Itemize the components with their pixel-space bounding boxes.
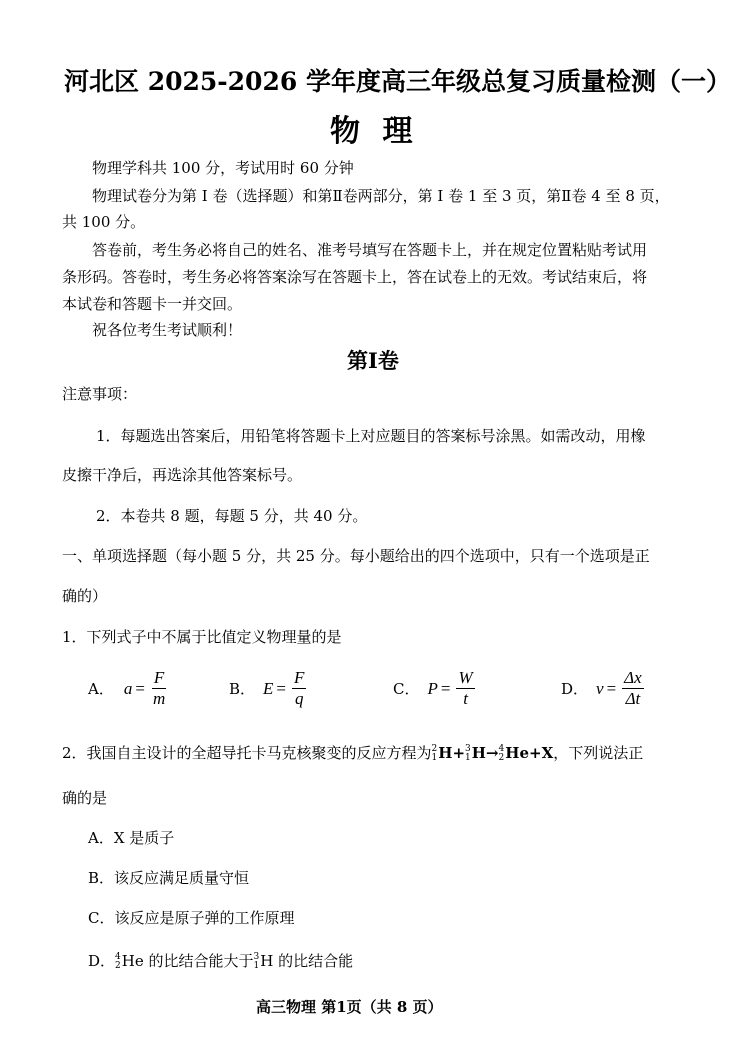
intro-line-2: 物理试卷分为第 Ⅰ 卷（选择题）和第Ⅱ卷两部分，第 Ⅰ 卷 1 至 3 页，第Ⅱ卷 4 至 8 页，	[92, 187, 670, 205]
question-2-stem-cont: 确的是	[62, 789, 108, 807]
intro-line-6: 本试卷和答题卡一并交回。	[62, 295, 243, 313]
option-lhs: E	[263, 678, 274, 698]
option-numerator: F	[153, 668, 165, 687]
question-1-stem: 1．下列式子中不属于比值定义物理量的是	[62, 628, 342, 646]
option-label: C．	[393, 680, 420, 698]
q1-option-b[interactable]: B． E = $\frac{F}{q}$	[229, 668, 305, 708]
q1-option-c[interactable]: C． P = $\frac{W}{t}$	[393, 668, 473, 708]
subject-title: 物 理	[330, 114, 419, 149]
part-heading-b: 确的）	[62, 587, 108, 605]
intro-line-1: 物理学科共 100 分，考试用时 60 分钟	[92, 159, 354, 177]
part-heading-a: 一、单项选择题（每小题 5 分，共 25 分。每小题给出的四个选项中，只有一个选项是正	[62, 547, 650, 565]
option-lhs: a	[123, 678, 133, 698]
option-label: D．	[561, 680, 589, 698]
nuclide-he4-d: 4 2	[115, 952, 121, 971]
option-label: A．	[88, 680, 114, 698]
intro-line-7: 祝各位考生考试顺利！	[92, 321, 243, 339]
q2-option-b[interactable]: B．该反应满足质量守恒	[88, 869, 250, 887]
question-2-stem: 2．我国自主设计的全超导托卡马克核聚变的反应方程为 2 1 H+ 3 1 H→ 4 2 He+X，下列说法正	[62, 744, 644, 763]
option-denominator: m	[152, 689, 166, 708]
option-lhs: v	[596, 678, 604, 698]
option-denominator: q	[294, 689, 304, 708]
page-footer: 高三物理 第1页（共 8 页）	[256, 998, 443, 1016]
nuclide-h3-d: 3 1	[253, 952, 260, 971]
option-label: B．	[229, 680, 256, 698]
exam-title: 河北区 2025-2026 学年度高三年级总复习质量检测（一）	[64, 67, 731, 96]
q2-stem-text: 2．我国自主设计的全超导托卡马克核聚变的反应方程为	[62, 744, 432, 762]
note-1b: 皮擦干净后，再选涂其他答案标号。	[62, 466, 303, 484]
intro-line-4: 答卷前，考生务必将自己的姓名、准考号填写在答题卡上，并在规定位置粘贴考试用	[92, 241, 648, 259]
intro-line-5: 条形码。答卷时，考生务必将答案涂写在答题卡上，答在试卷上的无效。考试结束后，将	[62, 268, 648, 286]
notes-label: 注意事项：	[62, 385, 138, 403]
q2-option-c[interactable]: C．该反应是原子弹的工作原理	[88, 909, 295, 927]
q2-option-d[interactable]: D． 4 2 He 的比结合能大于 3 1 H 的比结合能	[88, 952, 354, 971]
q2-option-a[interactable]: A．X 是质子	[88, 829, 175, 847]
nuclide-he4: 4 2	[498, 744, 505, 763]
product-x: X	[541, 744, 554, 762]
q1-option-a[interactable]: A． a = $\frac{F}{m}$	[88, 668, 166, 708]
section-heading: 第Ⅰ卷	[347, 348, 399, 373]
nuclide-h2: 2 1	[431, 744, 438, 763]
q1-option-d[interactable]: D． v = $\frac{\Delta x}{\Delta t}$	[561, 668, 642, 708]
nuclide-h3: 3 1	[465, 744, 471, 763]
option-numerator: F	[294, 668, 305, 687]
option-denominator: Δt	[625, 689, 641, 708]
option-numerator: W	[458, 668, 473, 687]
intro-line-3: 共 100 分。	[62, 213, 146, 231]
option-numerator: Δx	[624, 668, 642, 687]
note-1a: 1．每题选出答案后，用铅笔将答题卡上对应题目的答案标号涂黑。如需改动，用橡	[96, 427, 646, 445]
note-2: 2．本卷共 8 题，每题 5 分，共 40 分。	[96, 507, 368, 525]
option-denominator: t	[463, 689, 468, 708]
option-lhs: P	[427, 678, 438, 698]
